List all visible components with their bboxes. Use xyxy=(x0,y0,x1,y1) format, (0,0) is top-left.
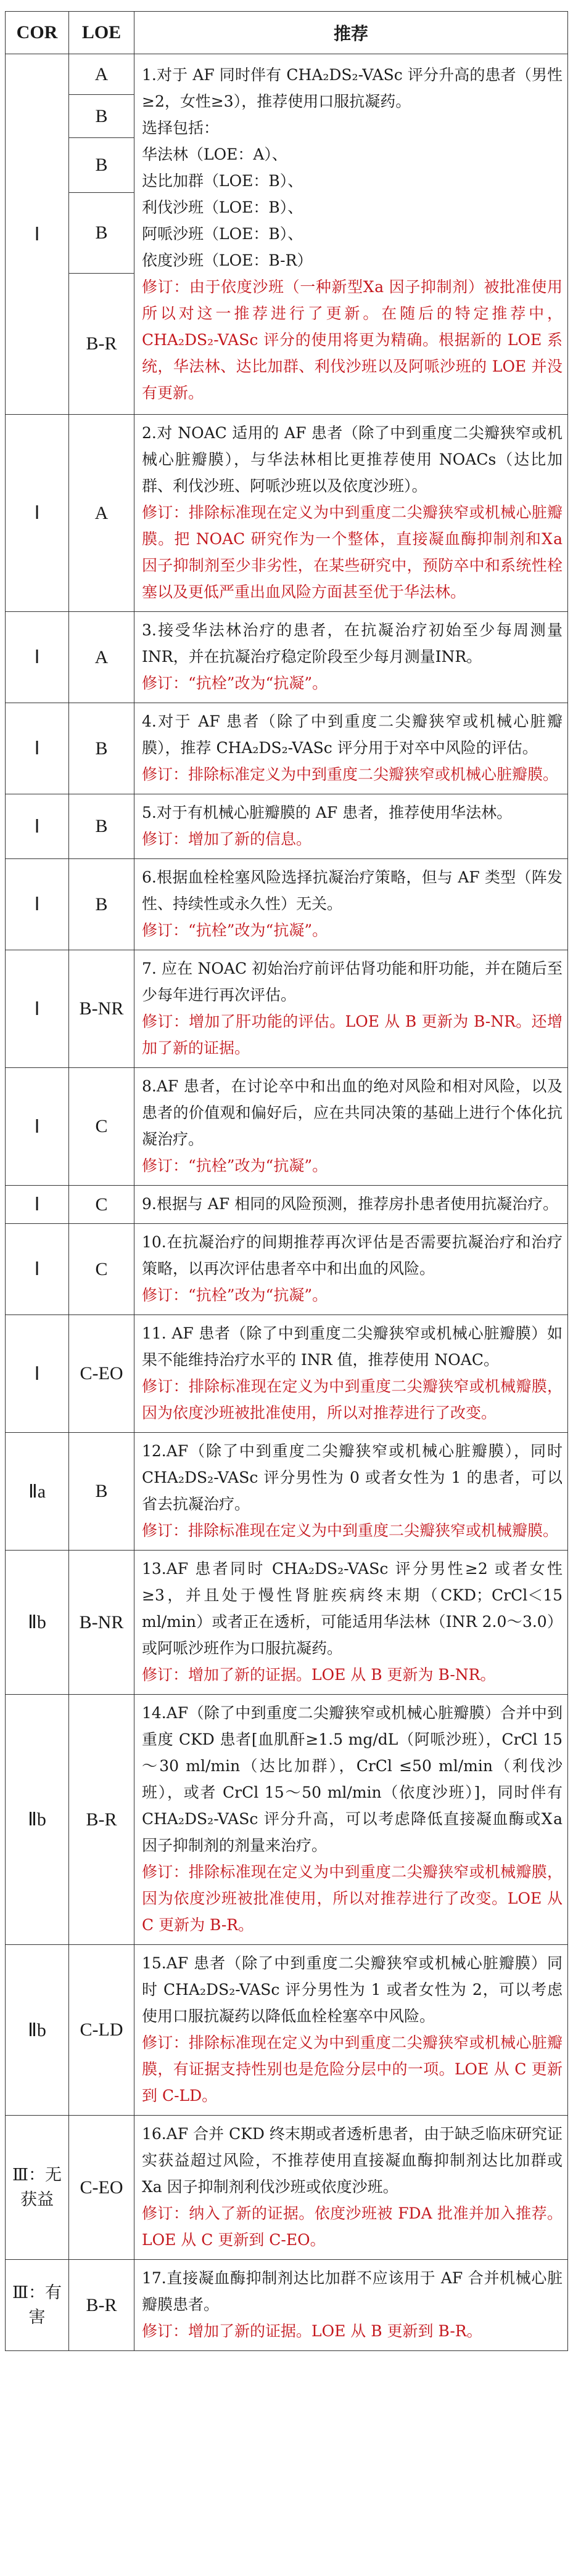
recommendation-text: 7. 应在 NOAC 初始治疗前评估肾功能和肝功能，并在随后至少每年进行再次评估。 xyxy=(142,960,563,1004)
header-cor: COR xyxy=(6,12,69,54)
recommendation-text: 2.对 NOAC 适用的 AF 患者（除了中到重度二尖瓣狭窄或机械心脏瓣膜），与华法林相比更推荐使用 NOACs（达比加群、利伐沙班、阿哌沙班以及依度沙班）。 xyxy=(142,424,563,495)
loe-cell: C-LD xyxy=(69,1945,134,2116)
recommendation-text: 17.直接凝血酶抑制剂达比加群不应该用于 AF 合并机械心脏瓣膜患者。 xyxy=(142,2269,563,2313)
recommendation-cell xyxy=(134,1695,568,1945)
table-row xyxy=(6,415,568,612)
table-row xyxy=(6,703,568,794)
table-row xyxy=(6,1186,568,1224)
loe-cell: B xyxy=(69,95,134,138)
recommendation-text: 10.在抗凝治疗的间期推荐再次评估是否需要抗凝治疗和治疗策略，以再次评估患者卒中和出血的风险。 xyxy=(142,1233,563,1278)
revision-note: 修订：排除标准现在定义为中到重度二尖瓣狭窄或机械心脏瓣膜。把 NOAC 研究作为一个整体，直接凝血酶抑制剂和Ⅹa 因子抑制剂至少非劣性，在某些研究中，预防卒中和系统性栓塞以及更低严重出血风险方面甚至优于华法林。 xyxy=(142,503,563,601)
option-item: 阿哌沙班（LOE：B）、 xyxy=(142,224,303,243)
revision-note: 修订：排除标准现在定义为中到重度二尖瓣狭窄或机械心脏瓣膜，有证据支持性别也是危险分层中的一项。LOE 从 C 更新到 C-LD。 xyxy=(142,2034,563,2105)
revision-note: 修订：排除标准定义为中到重度二尖瓣狭窄或机械心脏瓣膜。 xyxy=(142,765,559,783)
options-label: 选择包括： xyxy=(142,118,220,137)
cor-cell: Ⅰ xyxy=(6,794,69,859)
loe-cell: B xyxy=(69,138,134,193)
cor-cell: Ⅲ：有害 xyxy=(6,2260,69,2351)
recommendation-cell xyxy=(134,415,568,612)
option-item: 达比加群（LOE：B）、 xyxy=(142,171,303,190)
table-row xyxy=(6,859,568,950)
option-item: 华法林（LOE：A）、 xyxy=(142,145,287,163)
recommendation-text: 12.AF（除了中到重度二尖瓣狭窄或机械心脏瓣膜），同时 CHA₂DS₂-VASc 评分男性为 0 或者女性为 1 的患者，可以省去抗凝治疗。 xyxy=(142,1442,563,1513)
loe-cell: B xyxy=(69,794,134,859)
recommendation-text: 5.对于有机械心脏瓣膜的 AF 患者，推荐使用华法林。 xyxy=(142,804,513,821)
cor-cell: Ⅰ xyxy=(6,859,69,950)
recommendation-cell xyxy=(134,1186,568,1224)
loe-cell: B-R xyxy=(69,2260,134,2351)
table-row xyxy=(6,950,568,1068)
cor-cell: Ⅰ xyxy=(6,612,69,703)
table-row xyxy=(6,2116,568,2260)
table-row xyxy=(6,1551,568,1695)
loe-cell: C xyxy=(69,1068,134,1186)
recommendation-cell xyxy=(134,859,568,950)
recommendation-text: 8.AF 患者，在讨论卒中和出血的绝对风险和相对风险，以及患者的价值观和偏好后，应在共同决策的基础上进行个体化抗凝治疗。 xyxy=(142,1077,563,1148)
loe-cell: C-EO xyxy=(69,1315,134,1433)
option-item: 利伐沙班（LOE：B）、 xyxy=(142,198,303,216)
loe-cell: B-R xyxy=(69,1695,134,1945)
recommendation-cell xyxy=(134,794,568,859)
loe-cell: C xyxy=(69,1186,134,1224)
loe-cell: B xyxy=(69,193,134,274)
recommendation-text: 9.根据与 AF 相同的风险预测，推荐房扑患者使用抗凝治疗。 xyxy=(142,1195,559,1213)
recommendation-text: 3.接受华法林治疗的患者，在抗凝治疗初始至少每周测量INR，并在抗凝治疗稳定阶段至少每月测量INR。 xyxy=(142,621,563,666)
header-recommendation: 推荐 xyxy=(134,12,568,54)
recommendation-cell xyxy=(134,703,568,794)
recommendation-cell xyxy=(134,1551,568,1695)
table-row xyxy=(6,2260,568,2351)
loe-cell: C xyxy=(69,1224,134,1315)
cor-cell: Ⅰ xyxy=(6,1068,69,1186)
loe-cell: B-NR xyxy=(69,1551,134,1695)
revision-note: 修订：增加了新的信息。 xyxy=(142,830,312,848)
cor-cell: Ⅲ：无获益 xyxy=(6,2116,69,2260)
recommendation-text: 11. AF 患者（除了中到重度二尖瓣狭窄或机械心脏瓣膜）如果不能维持治疗水平的 INR 值，推荐使用 NOAC。 xyxy=(142,1324,563,1369)
recommendation-text: 6.根据血栓栓塞风险选择抗凝治疗策略，但与 AF 类型（阵发性、持续性或永久性）无关。 xyxy=(142,868,563,913)
loe-cell: A xyxy=(69,415,134,612)
cor-cell: Ⅰ xyxy=(6,1315,69,1433)
table-row xyxy=(6,1068,568,1186)
recommendation-cell xyxy=(134,1068,568,1186)
table-row xyxy=(6,1315,568,1433)
revision-note: 修订：增加了新的证据。LOE 从 B 更新为 B-NR。 xyxy=(142,1666,496,1684)
revision-note: 修订：“抗栓”改为“抗凝”。 xyxy=(142,674,328,692)
revision-note: 修订：纳入了新的证据。依度沙班被 FDA 批准并加入推荐。LOE 从 C 更新到 C-EO。 xyxy=(142,2204,563,2249)
recommendation-cell xyxy=(134,1433,568,1551)
revision-note: 修订：排除标准现在定义为中到重度二尖瓣狭窄或机械瓣膜，因为依度沙班被批准使用，所以对推荐进行了改变。 xyxy=(142,1377,563,1422)
recommendations-table xyxy=(5,11,568,2351)
table-row xyxy=(6,1433,568,1551)
loe-cell: B xyxy=(69,703,134,794)
cor-cell: Ⅱb xyxy=(6,1945,69,2116)
revision-note: 修订：排除标准现在定义为中到重度二尖瓣狭窄或机械瓣膜。 xyxy=(142,1522,559,1539)
cor-cell: Ⅱb xyxy=(6,1695,69,1945)
recommendation-cell xyxy=(134,54,568,415)
table-row xyxy=(6,612,568,703)
cor-cell: Ⅰ xyxy=(6,54,69,415)
revision-note: 修订：“抗栓”改为“抗凝”。 xyxy=(142,1157,328,1175)
header-loe: LOE xyxy=(69,12,134,54)
table-row xyxy=(6,794,568,859)
revision-note: 修订：增加了新的证据。LOE 从 B 更新到 B-R。 xyxy=(142,2322,482,2340)
cor-cell: Ⅰ xyxy=(6,1186,69,1224)
cor-cell: Ⅱa xyxy=(6,1433,69,1551)
recommendation-text: 15.AF 患者（除了中到重度二尖瓣狭窄或机械心脏瓣膜）同时 CHA₂DS₂-VASc 评分男性为 1 或者女性为 2，可以考虑使用口服抗凝药以降低血栓栓塞卒中风险。 xyxy=(142,1954,563,2025)
recommendation-cell xyxy=(134,1945,568,2116)
cor-cell: Ⅰ xyxy=(6,950,69,1068)
loe-cell: C-EO xyxy=(69,2116,134,2260)
recommendation-text: 13.AF 患者同时 CHA₂DS₂-VASc 评分男性≥2 或者女性≥3，并且处于慢性肾脏疾病终末期（CKD；CrCl＜15 ml/min）或者正在透析，可能适用华法林（INR 2.0～3.0）或阿哌沙班作为口服抗凝药。 xyxy=(142,1560,563,1657)
recommendation-cell xyxy=(134,612,568,703)
recommendation-cell xyxy=(134,2260,568,2351)
loe-cell: B xyxy=(69,1433,134,1551)
loe-cell: B-NR xyxy=(69,950,134,1068)
revision-note: 修订：增加了肝功能的评估。LOE 从 B 更新为 B-NR。还增加了新的证据。 xyxy=(142,1013,563,1057)
table-header-row xyxy=(6,12,568,54)
table-row xyxy=(6,1224,568,1315)
recommendation-cell xyxy=(134,1315,568,1433)
recommendation-text: 1.对于 AF 同时伴有 CHA₂DS₂-VASc 评分升高的患者（男性≥2，女性≥3），推荐使用口服抗凝药。 xyxy=(142,65,563,110)
recommendation-cell xyxy=(134,950,568,1068)
revision-note: 修订：排除标准现在定义为中到重度二尖瓣狭窄或机械瓣膜，因为依度沙班被批准使用，所以对推荐进行了改变。LOE 从 C 更新为 B-R。 xyxy=(142,1863,563,1934)
loe-cell: B xyxy=(69,859,134,950)
loe-cell: A xyxy=(69,612,134,703)
loe-cell: B-R xyxy=(69,274,134,415)
recommendation-cell xyxy=(134,1224,568,1315)
cor-cell: Ⅰ xyxy=(6,1224,69,1315)
recommendation-text: 14.AF（除了中到重度二尖瓣狭窄或机械心脏瓣膜）合并中到重度 CKD 患者[血肌酐≥1.5 mg/dL（阿哌沙班），CrCl 15～30 ml/min（达比加群），CrCl ≤50 ml/min（利伐沙班），或者 CrCl 15～50 ml/min（依度沙班）]，同时伴有 CHA₂DS₂-VASc 评分升高，可以考虑降低直接凝血酶或Ⅹa 因子抑制剂的剂量来治疗。 xyxy=(142,1704,563,1854)
loe-cell: A xyxy=(69,54,134,95)
revision-note: 修订：“抗栓”改为“抗凝”。 xyxy=(142,1286,328,1304)
option-item: 依度沙班（LOE：B-R） xyxy=(142,251,313,269)
revision-note: 修订：“抗栓”改为“抗凝”。 xyxy=(142,921,328,939)
recommendation-text: 4.对于 AF 患者（除了中到重度二尖瓣狭窄或机械心脏瓣膜），推荐 CHA₂DS₂-VASc 评分用于对卒中风险的评估。 xyxy=(142,712,563,757)
recommendation-text: 16.AF 合并 CKD 终末期或者透析患者，由于缺乏临床研究证实获益超过风险，不推荐使用直接凝血酶抑制剂达比加群或Ⅹa 因子抑制剂利伐沙班或依度沙班。 xyxy=(142,2125,563,2196)
table-row xyxy=(6,54,568,95)
revision-note: 修订：由于依度沙班（一种新型Ⅹa 因子抑制剂）被批准使用所以对这一推荐进行了更新。在随后的特定推荐中，CHA₂DS₂-VASc 评分的使用将更为精确。根据新的 LOE 系统，华法林、达比加群、利伐沙班以及阿哌沙班的 LOE 并没有更新。 xyxy=(142,277,563,402)
table-row xyxy=(6,1695,568,1945)
cor-cell: Ⅰ xyxy=(6,703,69,794)
table-row xyxy=(6,1945,568,2116)
cor-cell: Ⅰ xyxy=(6,415,69,612)
recommendation-cell xyxy=(134,2116,568,2260)
cor-cell: Ⅱb xyxy=(6,1551,69,1695)
